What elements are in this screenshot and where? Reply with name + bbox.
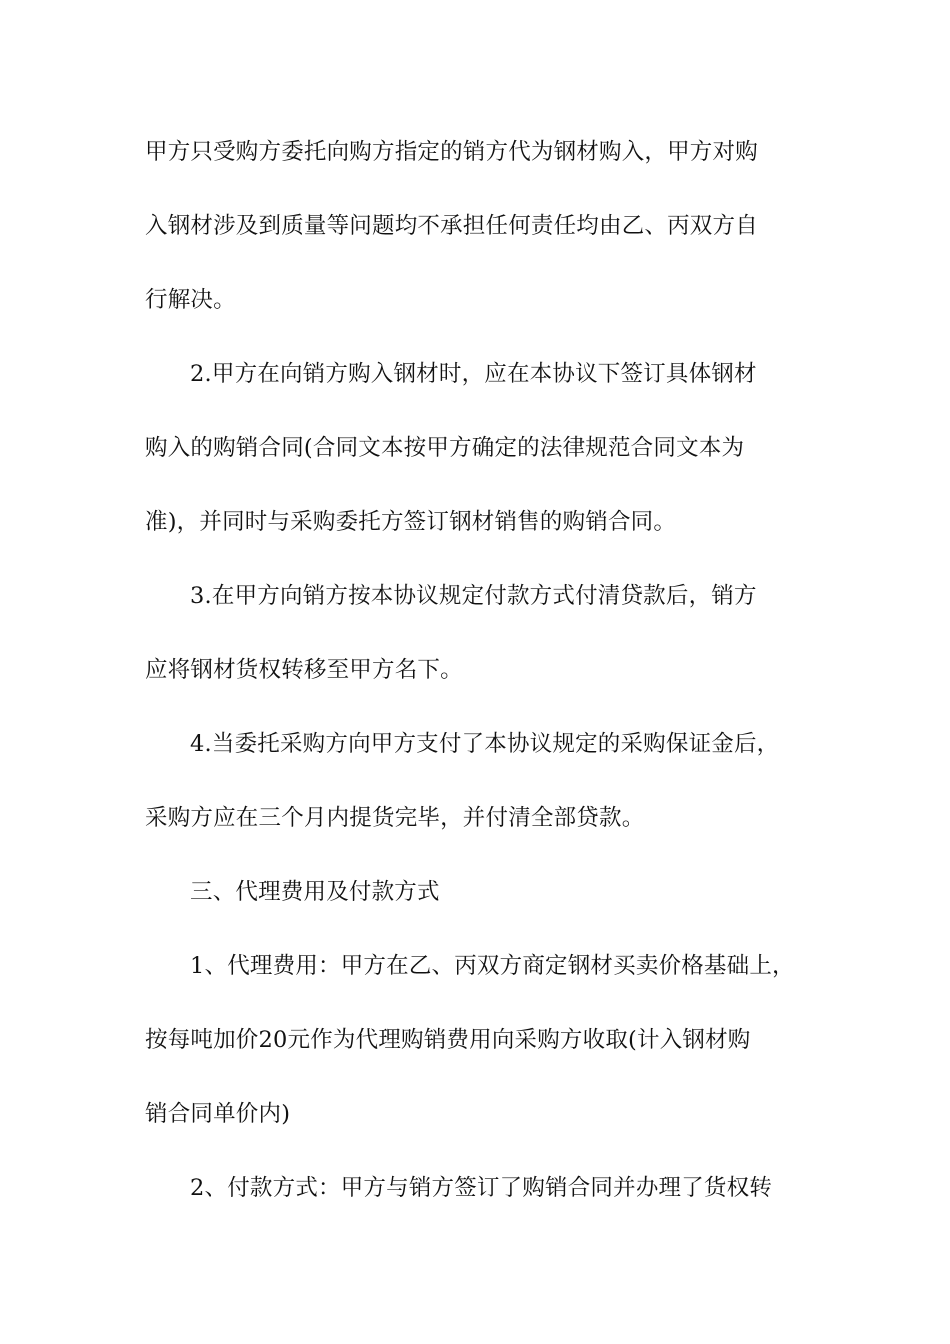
- fee-clause-line-3: 销合同单价内): [145, 1101, 291, 1127]
- clause-2-line-2: 购入的购销合同(合同文本按甲方确定的法律规范合同文本为: [145, 435, 745, 461]
- clause-4-line-2: 采购方应在三个月内提货完毕，并付清全部贷款。: [145, 805, 645, 831]
- clause-2-line-1: 2.甲方在向销方购入钢材时，应在本协议下签订具体钢材: [190, 361, 757, 387]
- payment-clause-line-1: 2、付款方式：甲方与销方签订了购销合同并办理了货权转: [190, 1175, 773, 1201]
- clause-3-line-2: 应将钢材货权转移至甲方名下。: [145, 657, 463, 683]
- clause-3-line-1: 3.在甲方向销方按本协议规定付款方式付清贷款后，销方: [190, 583, 757, 609]
- fee-clause-line-2: 按每吨加价20元作为代理购销费用向采购方收取(计入钢材购: [145, 1027, 751, 1053]
- clause-2-line-3: 准)，并同时与采购委托方签订钢材销售的购销合同。: [145, 509, 677, 535]
- section-3-heading: 三、代理费用及付款方式: [190, 879, 440, 905]
- paragraph-1-line-2: 入钢材涉及到质量等问题均不承担任何责任均由乙、丙双方自: [145, 213, 758, 239]
- paragraph-1-line-1: 甲方只受购方委托向购方指定的销方代为钢材购入，甲方对购: [145, 139, 758, 165]
- clause-4-line-1: 4.当委托采购方向甲方支付了本协议规定的采购保证金后，: [190, 731, 780, 757]
- paragraph-1-line-3: 行解决。: [145, 287, 236, 313]
- fee-clause-line-1: 1、代理费用：甲方在乙、丙双方商定钢材买卖价格基础上，: [190, 953, 795, 979]
